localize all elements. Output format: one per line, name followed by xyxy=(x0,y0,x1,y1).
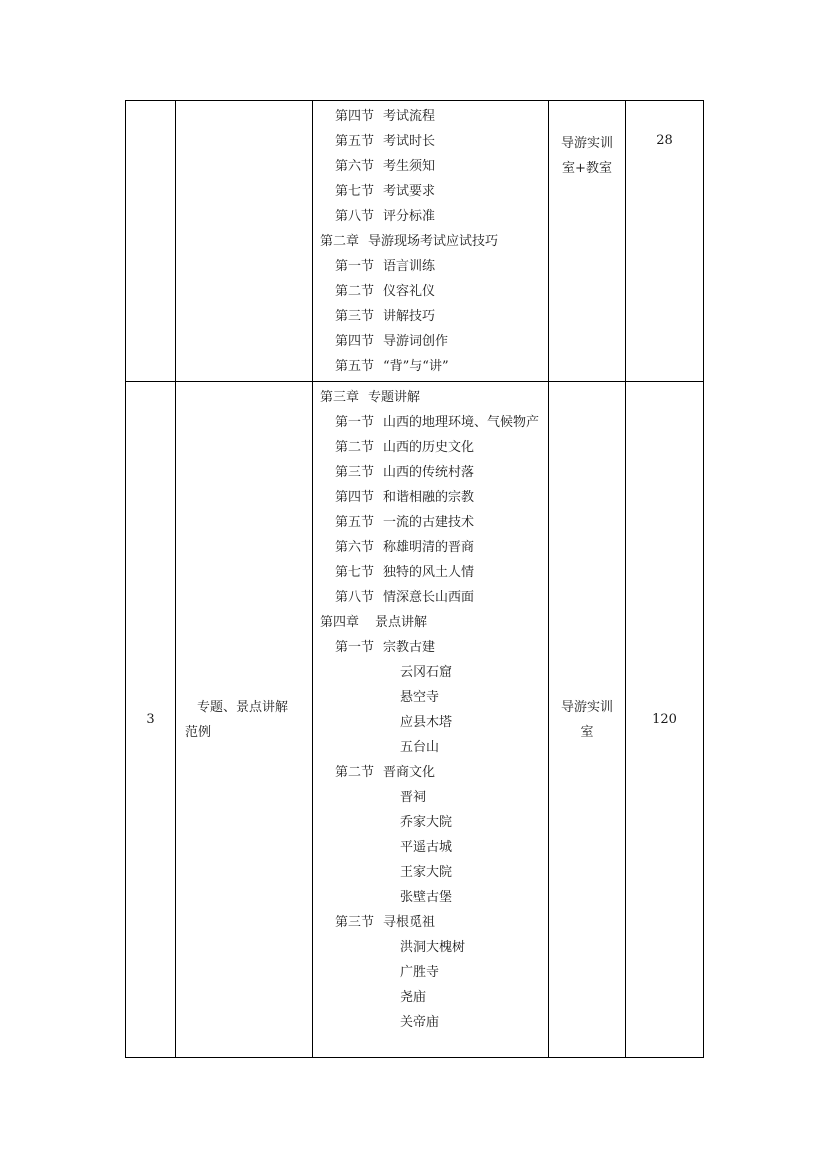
venue-line: 室 xyxy=(580,724,594,740)
section-label: 第五节 xyxy=(335,515,375,530)
section-title: 考生须知 xyxy=(383,159,436,174)
row-content-cell xyxy=(313,101,549,382)
section-label: 第二节 xyxy=(335,765,375,780)
site-line xyxy=(313,710,548,735)
section-label: 第四节 xyxy=(335,109,375,124)
section-label: 第一节 xyxy=(335,415,375,430)
row-topic-cell xyxy=(176,101,313,382)
row-number-cell: 3 xyxy=(126,382,176,1058)
section-label: 第五节 xyxy=(335,359,375,374)
section-label: 第八节 xyxy=(335,209,375,224)
section-title: 讲解技巧 xyxy=(383,309,436,324)
section-label: 第七节 xyxy=(335,184,375,199)
site-title: 尧庙 xyxy=(400,990,427,1005)
section-title: 语言训练 xyxy=(383,259,436,274)
section-line xyxy=(313,354,548,379)
topic-line: 范例 xyxy=(185,724,212,740)
site-title: 晋祠 xyxy=(400,790,427,805)
section-label: 第三节 xyxy=(335,309,375,324)
site-title: 关帝庙 xyxy=(400,1015,440,1030)
section-title: 山西的历史文化 xyxy=(383,440,475,455)
section-title: 称雄明清的晋商 xyxy=(383,540,475,555)
site-title: 王家大院 xyxy=(400,865,453,880)
site-title: 五台山 xyxy=(400,740,440,755)
chapter-line xyxy=(313,229,548,254)
section-line xyxy=(313,279,548,304)
site-line xyxy=(313,660,548,685)
section-title: 导游词创作 xyxy=(383,334,449,349)
site-line xyxy=(313,885,548,910)
site-title: 悬空寺 xyxy=(400,690,440,705)
site-line xyxy=(313,985,548,1010)
section-line xyxy=(313,760,548,785)
section-label: 第六节 xyxy=(335,540,375,555)
section-label: 第一节 xyxy=(335,259,375,274)
section-title: 评分标准 xyxy=(383,209,436,224)
section-title: 山西的地理环境、气候物产 xyxy=(383,415,540,430)
section-label: 第四节 xyxy=(335,334,375,349)
section-label: 第二节 xyxy=(335,284,375,299)
site-line xyxy=(313,810,548,835)
section-line xyxy=(313,104,548,129)
section-line xyxy=(313,204,548,229)
section-line xyxy=(313,179,548,204)
section-line xyxy=(313,485,548,510)
table-row xyxy=(126,101,704,382)
chapter-label: 第三章 xyxy=(320,390,360,405)
venue-line: 导游实训 xyxy=(560,699,613,715)
chapter-title: 导游现场考试应试技巧 xyxy=(368,234,499,249)
section-line xyxy=(313,535,548,560)
course-content-table xyxy=(125,100,704,1058)
section-line xyxy=(313,910,548,935)
section-title: 寻根觅祖 xyxy=(383,915,436,930)
site-line xyxy=(313,1010,548,1035)
site-line xyxy=(313,860,548,885)
section-label: 第三节 xyxy=(335,915,375,930)
section-line xyxy=(313,154,548,179)
section-line xyxy=(313,585,548,610)
section-label: 第一节 xyxy=(335,640,375,655)
site-title: 广胜寺 xyxy=(400,965,440,980)
chapter-label: 第四章 xyxy=(320,615,360,630)
chapter-line xyxy=(313,610,548,635)
section-label: 第六节 xyxy=(335,159,375,174)
section-title: “背”与“讲” xyxy=(383,359,449,374)
section-title: 晋商文化 xyxy=(383,765,436,780)
content-list xyxy=(313,385,548,1035)
site-title: 洪洞大槐树 xyxy=(400,940,466,955)
chapter-title: 专题讲解 xyxy=(368,390,421,405)
section-label: 第四节 xyxy=(335,490,375,505)
section-title: 和谐相融的宗教 xyxy=(383,490,475,505)
section-title: 考试时长 xyxy=(383,134,436,149)
site-title: 平遥古城 xyxy=(400,840,453,855)
section-line xyxy=(313,129,548,154)
section-line xyxy=(313,410,548,435)
venue-line: 导游实训 xyxy=(560,136,613,151)
site-line xyxy=(313,685,548,710)
chapter-label: 第二章 xyxy=(320,234,360,249)
row-hours-cell: 120 xyxy=(626,382,704,1058)
section-label: 第二节 xyxy=(335,440,375,455)
chapter-line xyxy=(313,385,548,410)
section-line xyxy=(313,304,548,329)
chapter-title: 景点讲解 xyxy=(375,615,428,630)
venue-line: 室+教室 xyxy=(562,161,612,176)
section-label: 第三节 xyxy=(335,465,375,480)
site-line xyxy=(313,935,548,960)
content-list xyxy=(313,104,548,379)
site-title: 乔家大院 xyxy=(400,815,453,830)
table-row xyxy=(126,382,704,1058)
section-line xyxy=(313,254,548,279)
section-line xyxy=(313,460,548,485)
section-label: 第八节 xyxy=(335,590,375,605)
section-line xyxy=(313,329,548,354)
topic-line: 专题、景点讲解 xyxy=(197,699,289,715)
section-title: 仪容礼仪 xyxy=(383,284,436,299)
row-topic-cell xyxy=(176,382,313,1058)
section-title: 宗教古建 xyxy=(383,640,436,655)
section-line xyxy=(313,510,548,535)
section-title: 独特的风土人情 xyxy=(383,565,475,580)
site-title: 张壁古堡 xyxy=(400,890,453,905)
row-hours-cell: 28 xyxy=(626,101,704,382)
section-title: 情深意长山西面 xyxy=(383,590,475,605)
row-venue-cell xyxy=(549,382,626,1058)
section-title: 考试流程 xyxy=(383,109,436,124)
site-line xyxy=(313,835,548,860)
section-title: 考试要求 xyxy=(383,184,436,199)
section-line xyxy=(313,635,548,660)
site-line xyxy=(313,785,548,810)
section-line xyxy=(313,560,548,585)
row-number-cell xyxy=(126,101,176,382)
site-title: 云冈石窟 xyxy=(400,665,453,680)
row-venue-cell xyxy=(549,101,626,382)
section-label: 第五节 xyxy=(335,134,375,149)
section-title: 一流的古建技术 xyxy=(383,515,475,530)
section-title: 山西的传统村落 xyxy=(383,465,475,480)
section-label: 第七节 xyxy=(335,565,375,580)
site-line xyxy=(313,960,548,985)
section-line xyxy=(313,435,548,460)
site-line xyxy=(313,735,548,760)
site-title: 应县木塔 xyxy=(400,715,453,730)
row-content-cell xyxy=(313,382,549,1058)
